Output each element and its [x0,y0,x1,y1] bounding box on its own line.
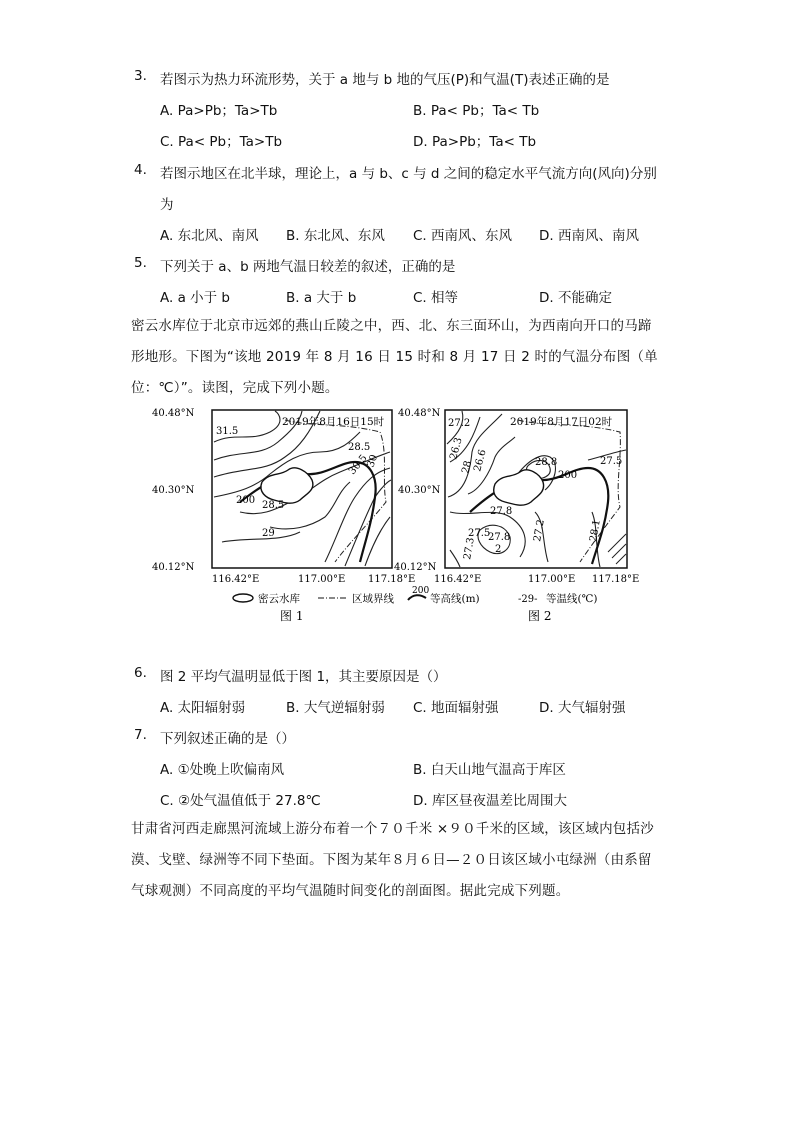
q5-number: 5. [134,255,147,271]
map2-label-26-6: 26.6 [472,448,489,473]
map1-lat-mid: 40.30°N [152,485,195,496]
map1-label-30: 30 [365,453,381,470]
legend-reservoir: 密云水库 [258,593,300,605]
map2-label-27-5a: 27.5 [600,456,623,467]
q3-stem: 若图示为热力环流形势，关于 a 地与 b 地的气压(P)和气温(T)表述正确的是 [160,72,610,88]
legend-boundary: 区域界线 [352,593,394,605]
q6-option-d: D. 大气辐射强 [539,700,626,716]
q5-option-a: A. a 小于 b [160,290,231,306]
q7-option-c: C. ②处气温值低于 27.8℃ [160,793,321,809]
figure-caption-1: 图 1 [280,609,304,623]
map2-lat-mid: 40.30°N [398,485,441,496]
map1-label-30-5: 30.5 [346,452,370,477]
map2-label-27-3: 27.3 [462,536,477,561]
q4-option-a: A. 东北风、南风 [160,228,259,244]
q5-option-b: B. a 大于 b [286,290,357,306]
map1-reservoir [261,468,313,503]
map2-label-2: 2 [495,544,502,555]
map1-label-200: 200 [236,495,256,506]
legend-reservoir-symbol [233,594,253,602]
q3-option-a: A. Pa>Pb；Ta>Tb [160,103,278,119]
map2-lon-right: 117.18°E [592,574,640,585]
map2-label-27-2a: 27.2 [448,418,471,429]
q6-option-c: C. 地面辐射强 [413,700,499,716]
map2-label-27-2b: 27.2 [532,518,547,543]
legend-contour-value: 200 [412,586,430,596]
legend-isotherm-value: -29- [518,594,538,605]
map2-label-28: 28 [460,459,475,475]
passage-miyun: 密云水库位于北京市远郊的燕山丘陵之中，西、北、东三面环山，为西南向开口的马蹄形地形。下图为“该地 2019 年 8 月 16 日 15 时和 8 月 17 日 2 时的气温分布图（单位：℃）”。读图，完成下列小题。 [131,318,658,396]
q3-option-b: B. Pa< Pb；Ta< Tb [413,103,540,119]
q4-number: 4. [134,162,147,178]
map1-lon-right: 117.18°E [368,574,416,585]
q7-option-d: D. 库区昼夜温差比周围大 [413,793,567,809]
map2-label-27-8a: 27.8 [490,506,513,517]
map2-label-28-8: 28.8 [535,457,558,468]
map2-title: 2019年8月17日02时 [510,416,613,428]
q6-number: 6. [134,665,147,681]
q4-option-d: D. 西南风、南风 [539,228,639,244]
q4-stem-line2: 为 [160,197,174,213]
map1-lon-left: 116.42°E [212,574,260,585]
map1-label-31-5: 31.5 [216,426,239,437]
legend-contour: 等高线(m) [430,593,480,605]
passage-heihe: 甘肃省河西走廊黑河流域上游分布着一个７０千米 ×９０千米的区域，该区域内包括沙漠、戈壁、绿洲等不同下垫面。下图为某年８月６日—２０日该区域小屯绿洲（由系留气球观测）不同高度的平均气温随时间变化的剖面图。据此完成下列题。 [131,821,654,899]
q4-stem-line1: 若图示地区在北半球，理论上，a 与 b、c 与 d 之间的稳定水平气流方向(风向)分别 [160,166,657,182]
temperature-maps-figure [150,402,650,627]
q6-stem: 图 2 平均气温明显低于图 1，其主要原因是（） [160,669,447,685]
q3-option-c: C. Pa< Pb；Ta>Tb [160,134,283,150]
map1-label-28-5a: 28.5 [348,442,371,453]
q7-option-a: A. ①处晚上吹偏南风 [160,762,285,778]
q6-option-b: B. 大气逆辐射弱 [286,700,385,716]
map2-label-28-1: 28.1 [588,518,603,543]
map2-lat-top: 40.48°N [398,408,441,419]
q3-number: 3. [134,68,147,84]
map2-label-27-8b: 27.8 [488,532,511,543]
q3-option-d: D. Pa>Pb；Ta< Tb [413,134,537,150]
q5-option-d: D. 不能确定 [539,290,612,306]
q4-option-c: C. 西南风、东风 [413,228,513,244]
map2-label-27-5b: 27.5 [468,528,491,539]
map2-reservoir [494,470,544,505]
map1-label-28-5b: 28.5 [262,500,285,511]
map2-label-200: 200 [558,470,578,481]
map2-lon-mid: 117.00°E [528,574,576,585]
map1-lat-top: 40.48°N [152,408,195,419]
q6-option-a: A. 太阳辐射弱 [160,700,246,716]
map2-lat-bot: 40.12°N [394,562,437,573]
q7-option-b: B. 白天山地气温高于库区 [413,762,566,778]
q5-option-c: C. 相等 [413,290,459,306]
q5-stem: 下列关于 a、b 两地气温日较差的叙述，正确的是 [160,259,456,275]
map1-label-29: 29 [262,528,275,539]
map1-lat-bot: 40.12°N [152,562,195,573]
map1-lon-mid: 117.00°E [298,574,346,585]
map1-title: 2019年8月16日15时 [282,416,385,428]
map2-label-26-3: 26.3 [448,436,465,461]
figure-caption-2: 图 2 [528,609,552,623]
q4-option-b: B. 东北风、东风 [286,228,385,244]
q7-number: 7. [134,727,147,743]
map2-lon-left: 116.42°E [434,574,482,585]
q7-stem: 下列叙述正确的是（） [160,731,295,747]
legend-isotherm: 等温线(℃) [546,593,598,605]
